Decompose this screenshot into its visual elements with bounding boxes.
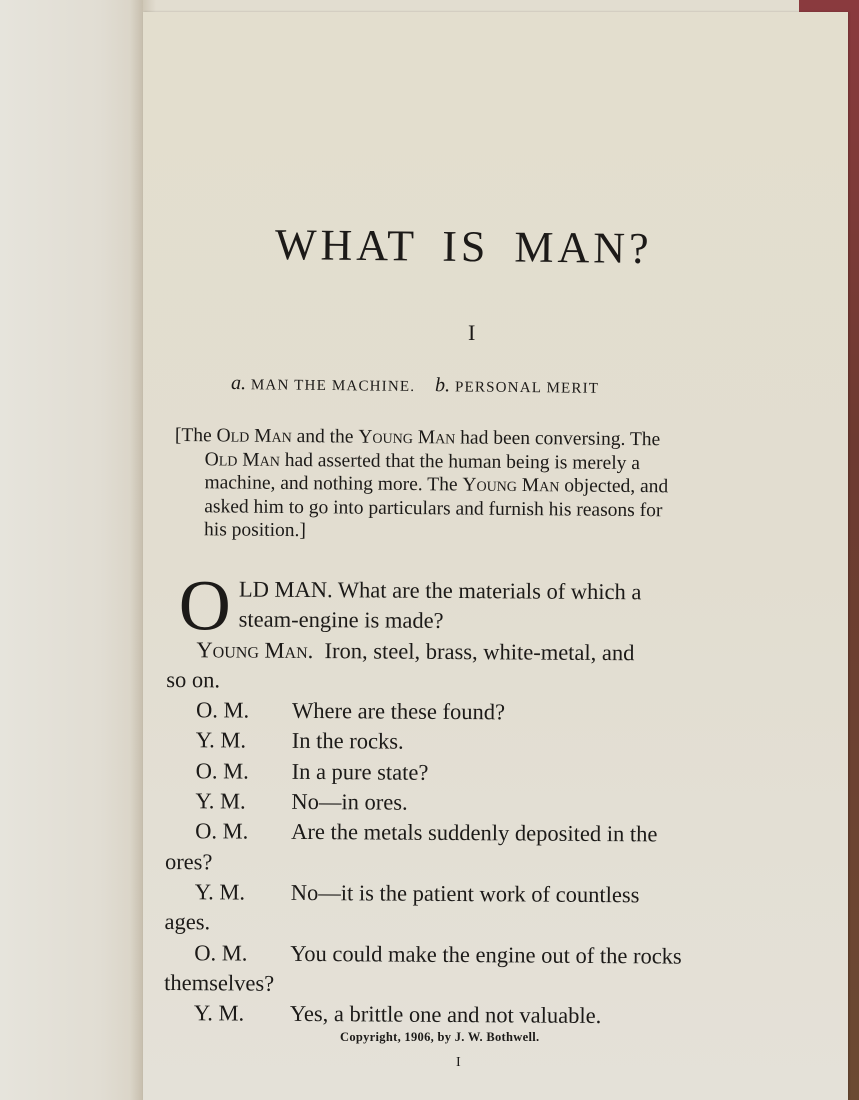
subtitle-a-marker: a. — [230, 372, 247, 395]
dialogue-line — [164, 877, 748, 942]
speaker-label: O. M. — [195, 697, 250, 723]
copyright-notice: Copyright, 1906, by J. W. Bothwell. — [340, 1030, 540, 1044]
dialogue-continuation: ores? — [164, 848, 213, 874]
page-title: WHAT IS MAN? — [274, 220, 653, 273]
dialogue-continuation: themselves? — [164, 969, 275, 996]
speaker-label: Y. M. — [195, 727, 247, 754]
dialogue-line — [164, 938, 748, 1003]
dialogue-line — [166, 725, 750, 759]
speaker-label: O. M. — [194, 939, 248, 966]
chapter-number: I — [468, 320, 476, 345]
intro-line: asked him to go into particulars and furnish his reasons for — [204, 495, 663, 521]
dialogue-line — [165, 786, 749, 820]
dialogue-text: Where are these found? — [291, 698, 506, 725]
dialogue-body — [164, 565, 751, 1033]
dialogue-continuation: so on. — [166, 666, 221, 693]
intro-paragraph — [174, 424, 750, 547]
dialogue-text: You could make the engine out of the rocks — [290, 940, 682, 969]
intro-line: [The Old Man and the Young Man had been conversing. The — [174, 424, 661, 451]
chapter-subtitle — [231, 372, 599, 399]
speaker-label: Y. M. — [195, 788, 246, 814]
dialogue-text: steam-engine is made? — [238, 606, 444, 634]
dialogue-text: No—in ores. — [291, 788, 408, 815]
dialogue-text: In a pure state? — [291, 758, 429, 785]
dialogue-continuation: ages. — [164, 909, 211, 935]
opening-line — [167, 565, 751, 646]
intro-line: his position.] — [203, 519, 307, 542]
dialogue-line — [164, 998, 748, 1032]
dialogue-text: In the rocks. — [291, 728, 404, 755]
right-page — [143, 12, 848, 1100]
dialogue-text: Iron, steel, brass, white-metal, and — [324, 637, 635, 665]
dialogue-text: Are the metals suddenly deposited in the — [291, 819, 658, 847]
dialogue-text: Yes, a brittle one and not valuable. — [289, 1001, 602, 1029]
speaker-label: Y. M. — [193, 1000, 245, 1026]
dialogue-line — [166, 756, 750, 790]
dialogue-line — [165, 816, 749, 881]
subtitle-b-marker: b. — [434, 374, 451, 397]
dialogue-text: No—it is the patient work of countless — [290, 879, 640, 908]
intro-line: machine, and nothing more. The Young Man objected, and — [204, 472, 669, 498]
speaker-label: Y. M. — [194, 879, 246, 905]
subtitle-a-text: MAN THE MACHINE. — [250, 377, 416, 395]
speaker-label: Young Man. — [196, 636, 314, 663]
dialogue-text: LD MAN. What are the materials of which a — [238, 576, 642, 605]
drop-cap: O — [178, 565, 232, 646]
intro-line: Old Man had asserted that the human being is merely a — [204, 448, 641, 474]
subtitle-b-text: PERSONAL MERIT — [454, 379, 600, 397]
dialogue-line — [166, 695, 750, 729]
speaker-label: O. M. — [195, 757, 249, 784]
left-page — [0, 0, 143, 1100]
page-number: I — [456, 1055, 461, 1070]
dialogue-line — [166, 635, 750, 700]
speaker-label: O. M. — [195, 818, 249, 844]
